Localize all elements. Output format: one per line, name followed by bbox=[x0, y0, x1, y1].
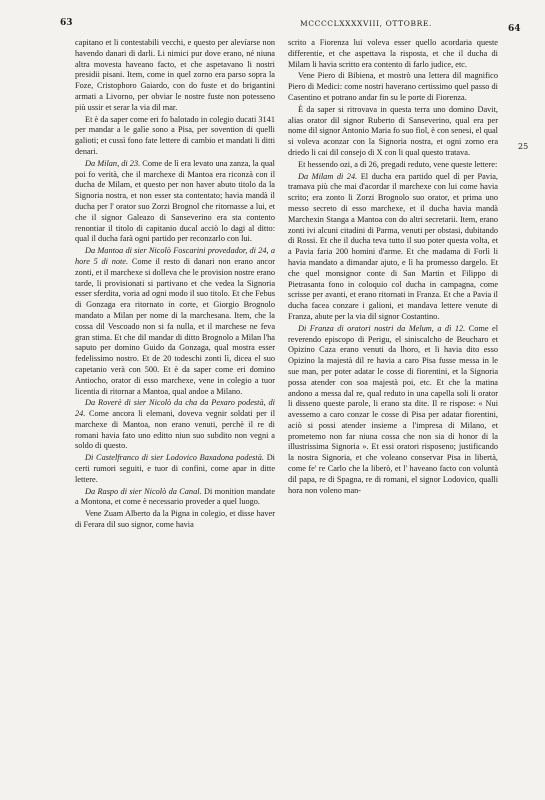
running-title: MCCCCLXXXXVIII, OTTOBRE. bbox=[300, 19, 432, 28]
paragraph bbox=[75, 38, 275, 114]
paragraph-text: Come il resto di danari non erano ancor zonti, et il marchexe si dolleva che le provision nostre erano tarde, li provisionati si partivano et che vedea la Signoria esser sferdita, voria ad ogni modo il suo titolo. Et che Febus di Gonzaga era ritornato in corte, et Giorgio Brognolo mandato a Milan per nome di la marchesana. Item, che la cossa dil Vescoado non si fa nulla, et il marchese ne feva gran stima. Et che dil mandar di ditto Brognolo a Milan l'ha saputo per domino Guido da Gonzaga, qual mostra esser fedelissimo nostro. Et de 20 todeschi zonti lì, dicea el suo capetanio verà con 500. Et è da saper come eri domino Antiocho, orator di esso marchexe, vene in colegio a tuor licentia di ritornar a Mantoa, qual andoe a Milano. bbox=[75, 256, 276, 396]
letter-date-heading: Da Milan, di 23. bbox=[85, 158, 141, 168]
letter-date-heading: Di Castelfranco di sier Lodovico Baxadona podestà. bbox=[85, 453, 264, 463]
paragraph bbox=[288, 105, 498, 159]
paragraph-text: È da saper si ritrovava in questa terra uno domino Davit, alias orator dil signor Ruberto di Sanseverino, qual era per nome dil signor Antonio Maria fo suo fiol, è con senesi, el qual si voleva aconzar con la Signoria nostra, et ogni zorno era driedo li cai dil consejo di X con li qual questo tratava. bbox=[288, 104, 498, 157]
marginal-number: 25 bbox=[518, 142, 529, 151]
page-header bbox=[0, 10, 545, 32]
right-text-column bbox=[288, 38, 498, 497]
paragraph bbox=[75, 115, 275, 158]
letter-date-heading: Da Milam di 24. bbox=[298, 171, 358, 181]
letter-date-heading: Di Franza di oratori nostri da Melum, a dì 12. bbox=[298, 323, 466, 333]
paragraph-text: scrito a Fiorenza lui voleva esser quello acordaria queste differentie, et che aspettava la risposta, et che il ducha di Milam li havia scritto era contento di farlo judice, etc. bbox=[288, 38, 498, 69]
paragraph-text: Et è da saper come eri fo balotado in colegio ducati 3141 per mandar a le galìe sono a Pisa, per sovention di quelli galioti; et cussì fono fate lettere di cambio et mandati li ditti denari. bbox=[75, 114, 275, 156]
paragraph bbox=[75, 487, 275, 509]
paragraph bbox=[75, 159, 275, 245]
paragraph-text: Et hessendo ozi, a dì 26, pregadi reduto, vene queste lettere: bbox=[298, 159, 498, 169]
paragraph-text: Di monition mandate a Montona, et come è necessario proveder a quel luogo. bbox=[75, 486, 275, 507]
paragraph-text: capitano et li contestabili vecchi, e questo per alevíarse non havendo danari di darli. Li nimici pur dove erano, né niuna altra movesta haveano facto, et che aspetavano li nostri presidii pisani. Item, come in quel zorno era parso sopra la Foze, Cristophoro Gaiardo, con do fuste et do brigantini armati a Livorno, per obviar le nostre fuste non potesseno più ussir et serar la via dil mar. bbox=[75, 38, 275, 112]
paragraph bbox=[75, 453, 275, 485]
paragraph-text: Vene Zuam Alberto da la Pigna in colegio, et disse haver di Ferara dil suo signor, come havia bbox=[75, 509, 275, 530]
letter-date-heading: Da Mantoa di sier Nicolò Foscarini provedador, di 24, a hore 5 di note. bbox=[75, 246, 275, 266]
paragraph bbox=[288, 160, 498, 171]
left-page-number: 63 bbox=[60, 18, 73, 28]
letter-date-heading: Da Raspo di sier Nicolò da Canal. bbox=[85, 486, 202, 496]
paragraph-text: Di certi rumori seguiti, e tuor di confini, come apar in ditte lettere. bbox=[75, 453, 275, 484]
paragraph bbox=[288, 71, 498, 103]
left-text-column bbox=[75, 38, 275, 532]
paragraph-text: Come ancora li elemani, doveva vegnir soldati per il marchexe di Mantoa, non erano venuti, perchè il re di romani havia fato uno editto niun suo subdito non vegni a soldo di questo. bbox=[75, 409, 275, 451]
paragraph bbox=[75, 509, 275, 531]
paragraph-text: Vene Piero di Bibiena, et mostrò una lettera dil magnifico Piero di Medici: come nostri haverano certissimo quel passo di Casentino et potrano andar fin su le porte di Fiorenza. bbox=[288, 71, 498, 102]
paragraph-text: Come de lì era levato una zanza, la qual poi fo verità, che il marchexe di Mantoa era riconzà con il ducha de Milam, et questo per non haver abuto titolo da la Signoria nostra, et non esser sta contentato; havia mandà il ducha per l' orator suo Zorzi Brognol che ritornasse a lui, et che il signor Galeazo di Sanseverino era sta contento renontiar il titolo di capitanio ducal acciò lo dagi al ditto: qual il ducha farà ogni partido per reconzarlo con lui. bbox=[75, 158, 275, 244]
letter-date-heading: Da Roverè di sier Nicolò da cha da Pexaro podestà, di 24. bbox=[75, 398, 275, 419]
right-page-number: 64 bbox=[508, 24, 521, 34]
paragraph-text: Come el reverendo episcopo di Perigu, el siniscalcho de Beucharo et Opizino Caza erano venuti da lhoro, et li havia dito esso Opizino la majestà dil re havia a caro Pisa fusse messa in le sue man, per poter adatar le cosse di fiorentini, et la Signoria possa atender con soa majestà poi, etc. Et che la matina andono a messa dal re, qual reduto in una capella soli li orator li dissenо queste parole, li erano sta dite. Il re rispose: « Nui avessemo a caro conzar le cosse di Pisa per adatar fiorentini, aciò si possi atender insieme a l'impresa di Milano, et prometemo non far niuna cossa che non sia di honor di la illustrissima Signoria ». Et essi oratori risposeno; justificando la nostra Signoria, et che voleano conservar Pisa in libertà, come fe' re Carlo che la liberò, et l' haveano facto con voluntà dil papa, re di Spagna, re di romani, el signor Lodovico, qualli hora non voleno man- bbox=[288, 323, 498, 495]
paragraph bbox=[288, 172, 498, 323]
paragraph bbox=[288, 38, 498, 70]
paragraph-text: El ducha era partido quel dì per Pavia, tramava più che mai d'acordar il marchexe con lui come havia scrito; era zonto li Zorzi Brognolo suo orator, et prima uno messo secreto di esso marchexe, et il ducha havia mandà Marchexin Stanga a Mantoa con do altri secretarii. Item, erano zonti ivi alcuni citadini di Parma, venuti per obstasi, dubitando di Rossi. Et che il ducha teva tutto il suo poter questa volta, et a Pavia faria 200 homini d'arme. Et che madama di Forlì li havia mandato a dimandar ajuto, e lì ha promesso dargelo. Et che quel monsignor conte di San Martin et Filippo di Pietrasanta fono in coloquio col ducha in campagna, come scrisse per avanti, et erano ritornati in Franza. Et che a Pavia il ducha facea conzare i galioni, et mandava lettere venute di Franza, abute per la via dil signor Costantino. bbox=[288, 171, 499, 321]
paragraph bbox=[75, 246, 275, 397]
paragraph bbox=[288, 324, 498, 497]
paragraph bbox=[75, 398, 275, 452]
